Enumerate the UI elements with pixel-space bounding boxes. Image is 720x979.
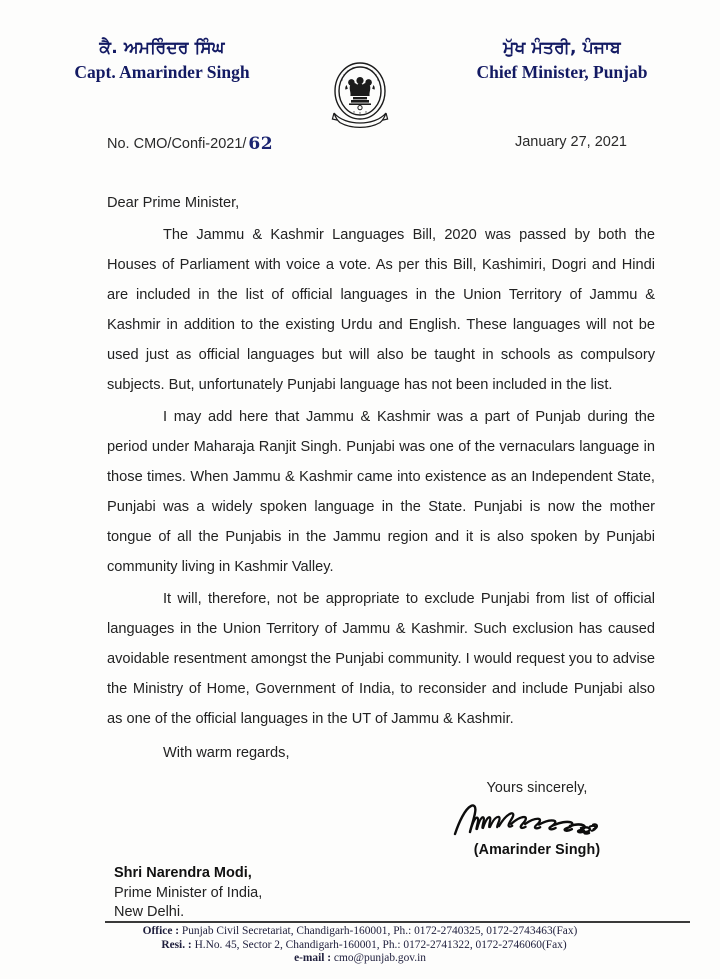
reference-number (107, 134, 273, 154)
reference-number-handwritten: 62 (248, 134, 274, 154)
footer-residence-label: Resi. : (161, 938, 192, 951)
designation-english: Chief Minister, Punjab (476, 62, 648, 83)
letter-paragraph-2: I may add here that Jammu & Kashmir was a part of Punjab during the period under Maharaja Ranjit Singh. Punjabi was one of the vernaculars language in those times. When Jammu & Kashmir came into existence as an Independent State, Punjabi was a widely spoken language in the State. Punjabi is now the mother tongue of all the Punjabis in the Jammu region and it is also spoken by Punjabi community living in Kashmir Valley. (107, 409, 655, 575)
signatory-name: (Amarinder Singh) (473, 842, 601, 858)
footer-email-text: cmo@punjab.gov.in (331, 952, 426, 965)
letter-paragraph-3: It will, therefore, not be appropriate to exclude Punjabi from list of official languages in the Union Territory of Jammu & Kashmir. Such exclusion has caused avoidable resentment amongst the Punjabi community. I would request you to advise the Ministry of Home, Government of India, to reconsider and include Punjabi also as one of the official languages in the UT of Jammu & Kashmir. (107, 591, 655, 727)
footer-office-label: Office : (142, 925, 180, 937)
footer-residence-line (0, 939, 720, 953)
letter-paragraph-1: The Jammu & Kashmir Languages Bill, 2020 was passed by both the Houses of Parliament with voice a vote. As per this Bill, Kashimiri, Dogri and Hindi are included in the list of official languages in the Union Territory of Jammu & Kashmir in addition to the existing Urdu and English. These languages will not be used just as official languages but will also be taught in schools as compulsory subjects. But, unfortunately Punjabi language has not been included in the list. (107, 227, 655, 393)
sender-name-english: Capt. Amarinder Singh (74, 62, 250, 83)
government-of-punjab-emblem-icon (324, 56, 396, 136)
letterhead-right-block (442, 38, 682, 84)
footer-office-line (0, 925, 720, 939)
addressee-designation: Prime Minister of India, (114, 884, 263, 901)
handwritten-signature-icon (447, 800, 627, 842)
footer-divider (105, 921, 690, 923)
letterhead-left-block (42, 38, 282, 84)
designation-gurmukhi: ਮੁੱਖ ਮੰਤਰੀ, ਪੰਜਾਬ (503, 38, 621, 58)
footer (0, 925, 720, 966)
addressee-city: New Delhi. (114, 904, 185, 920)
salutation: Dear Prime Minister, (107, 195, 240, 211)
letter-date: January 27, 2021 (514, 134, 627, 150)
footer-office-text: Punjab Civil Secretariat, Chandigarh-160001, Ph.: 0172-2740325, 0172-2743463(Fax) (179, 925, 578, 937)
reference-number-label: No. CMO/Confi-2021/ (107, 136, 247, 152)
reference-row (107, 134, 627, 156)
letter-body (107, 188, 655, 768)
sender-name-gurmukhi: ਕੈ. ਅਮਰਿੰਦਰ ਸਿੰਘ (99, 38, 225, 58)
signature-block (422, 780, 652, 858)
footer-email-line (0, 952, 720, 966)
footer-email-label: e-mail : (294, 952, 332, 965)
footer-residence-text: H.No. 45, Sector 2, Chandigarh-160001, Ph.: 0172-2741322, 0172-2746060(Fax) (191, 938, 567, 951)
addressee-block (114, 864, 262, 923)
letterhead (0, 30, 720, 110)
addressee-name: Shri Narendra Modi, (114, 865, 252, 881)
valediction: Yours sincerely, (486, 780, 588, 796)
closing-line: With warm regards, (163, 745, 290, 761)
